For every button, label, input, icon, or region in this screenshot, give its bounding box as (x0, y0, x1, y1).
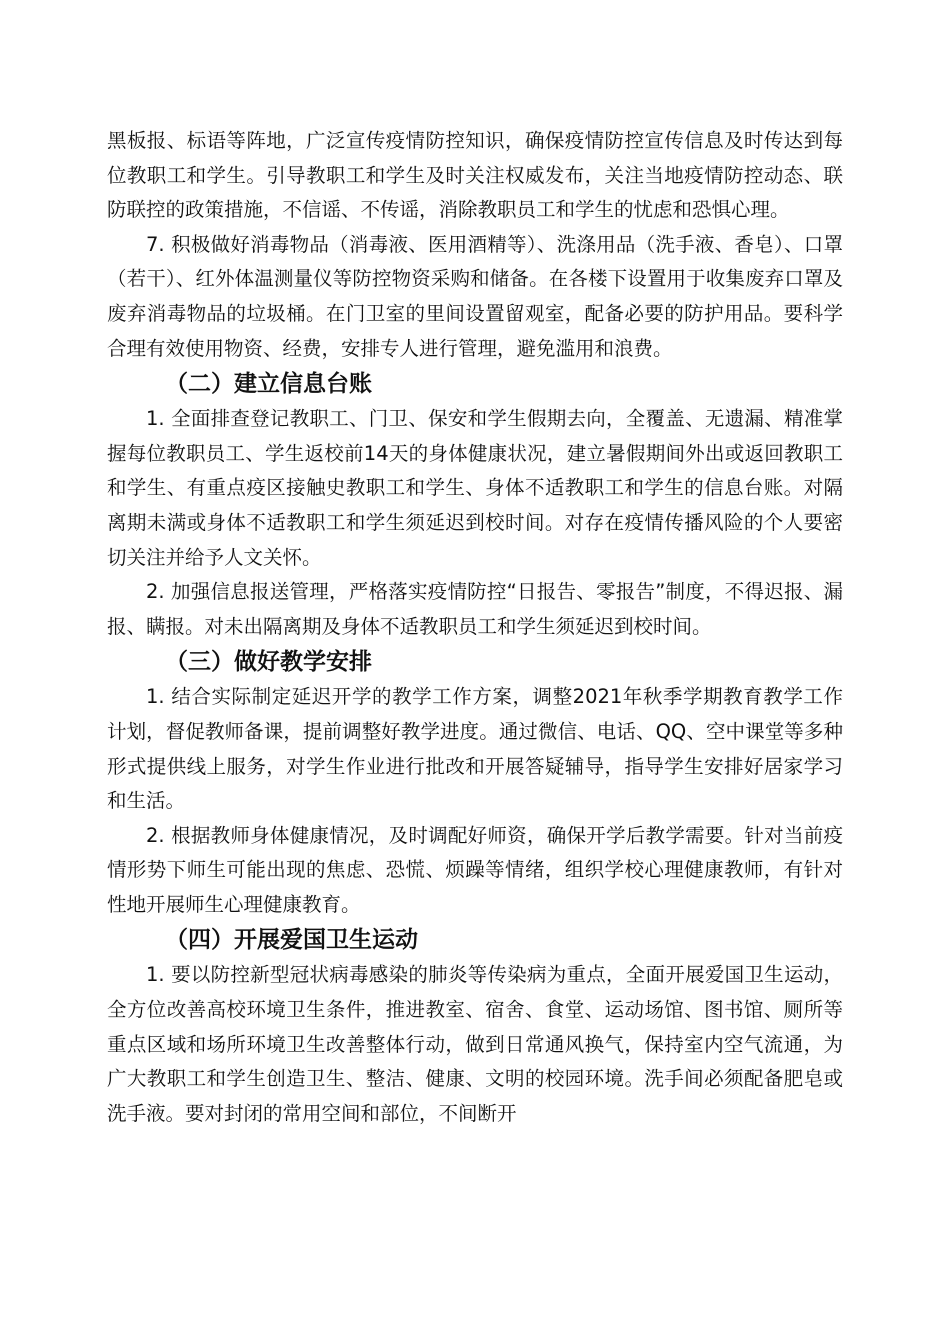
paragraph-supplies: 7. 积极做好消毒物品（消毒液、医用酒精等）、洗涤用品（洗手液、香皂）、口罩（若干）、红外体温测量仪等防控物资采购和储备。在各楼下设置用于收集废弃口罩及废弃消毒物品的垃圾桶。在门卫室的里间设置留观室，配备必要的防护用品。要科学合理有效使用物资、经费，安排专人进行管理，避免滥用和浪费。 (107, 232, 843, 360)
paragraph-propaganda: 黑板报、标语等阵地，广泛宣传疫情防控知识，确保疫情防控宣传信息及时传达到每位教职工和学生。引导教职工和学生及时关注权威发布，关注当地疫情防控动态、联防联控的政策措施，不信谣、不传谣，消除教职员工和学生的忧虑和恐惧心理。 (107, 129, 843, 222)
paragraph-teaching-2: 2. 根据教师身体健康情况，及时调配好师资，确保开学后教学需要。针对当前疫情形势下师生可能出现的焦虑、恐慌、烦躁等情绪，组织学校心理健康教师，有针对性地开展师生心理健康教育。 (107, 823, 843, 916)
paragraph-info-2: 2. 加强信息报送管理，严格落实疫情防控“日报告、零报告”制度，不得迟报、漏报、瞒报。对未出隔离期及身体不适教职员工和学生须延迟到校时间。 (107, 580, 843, 638)
paragraph-hygiene-1: 1. 要以防控新型冠状病毒感染的肺炎等传染病为重点，全面开展爱国卫生运动，全方位改善高校环境卫生条件，推进教室、宿舍、食堂、运动场馆、图书馆、厕所等重点区域和场所环境卫生改善整体行动，做到日常通风换气，保持室内空气流通，为广大教职工和学生创造卫生、整洁、健康、文明的校园环境。洗手间必须配备肥皂或洗手液。要对封闭的常用空间和部位，不间断开 (107, 963, 843, 1125)
document-page (107, 124, 843, 1131)
paragraph-info-1: 1. 全面排查登记教职工、门卫、保安和学生假期去向，全覆盖、无遗漏、精准掌握每位教职员工、学生返校前14天的身体健康状况，建立暑假期间外出或返回教职工和学生、有重点疫区接触史教职工和学生、身体不适教职工和学生的信息台账。对隔离期未满或身体不适教职工和学生须延迟到校时间。对存在疫情传播风险的个人要密切关注并给予人文关怀。 (107, 407, 843, 569)
section-heading-3: （三）做好教学安排 (165, 649, 372, 676)
section-heading-4: （四）开展爱国卫生运动 (165, 927, 418, 954)
section-heading-2: （二）建立信息台账 (165, 371, 372, 398)
paragraph-teaching-1: 1. 结合实际制定延迟开学的教学工作方案，调整2021年秋季学期教育教学工作计划，督促教师备课，提前调整好教学进度。通过微信、电话、QQ、空中课堂等多种形式提供线上服务，对学生作业进行批改和开展答疑辅导，指导学生安排好居家学习和生活。 (107, 685, 843, 813)
